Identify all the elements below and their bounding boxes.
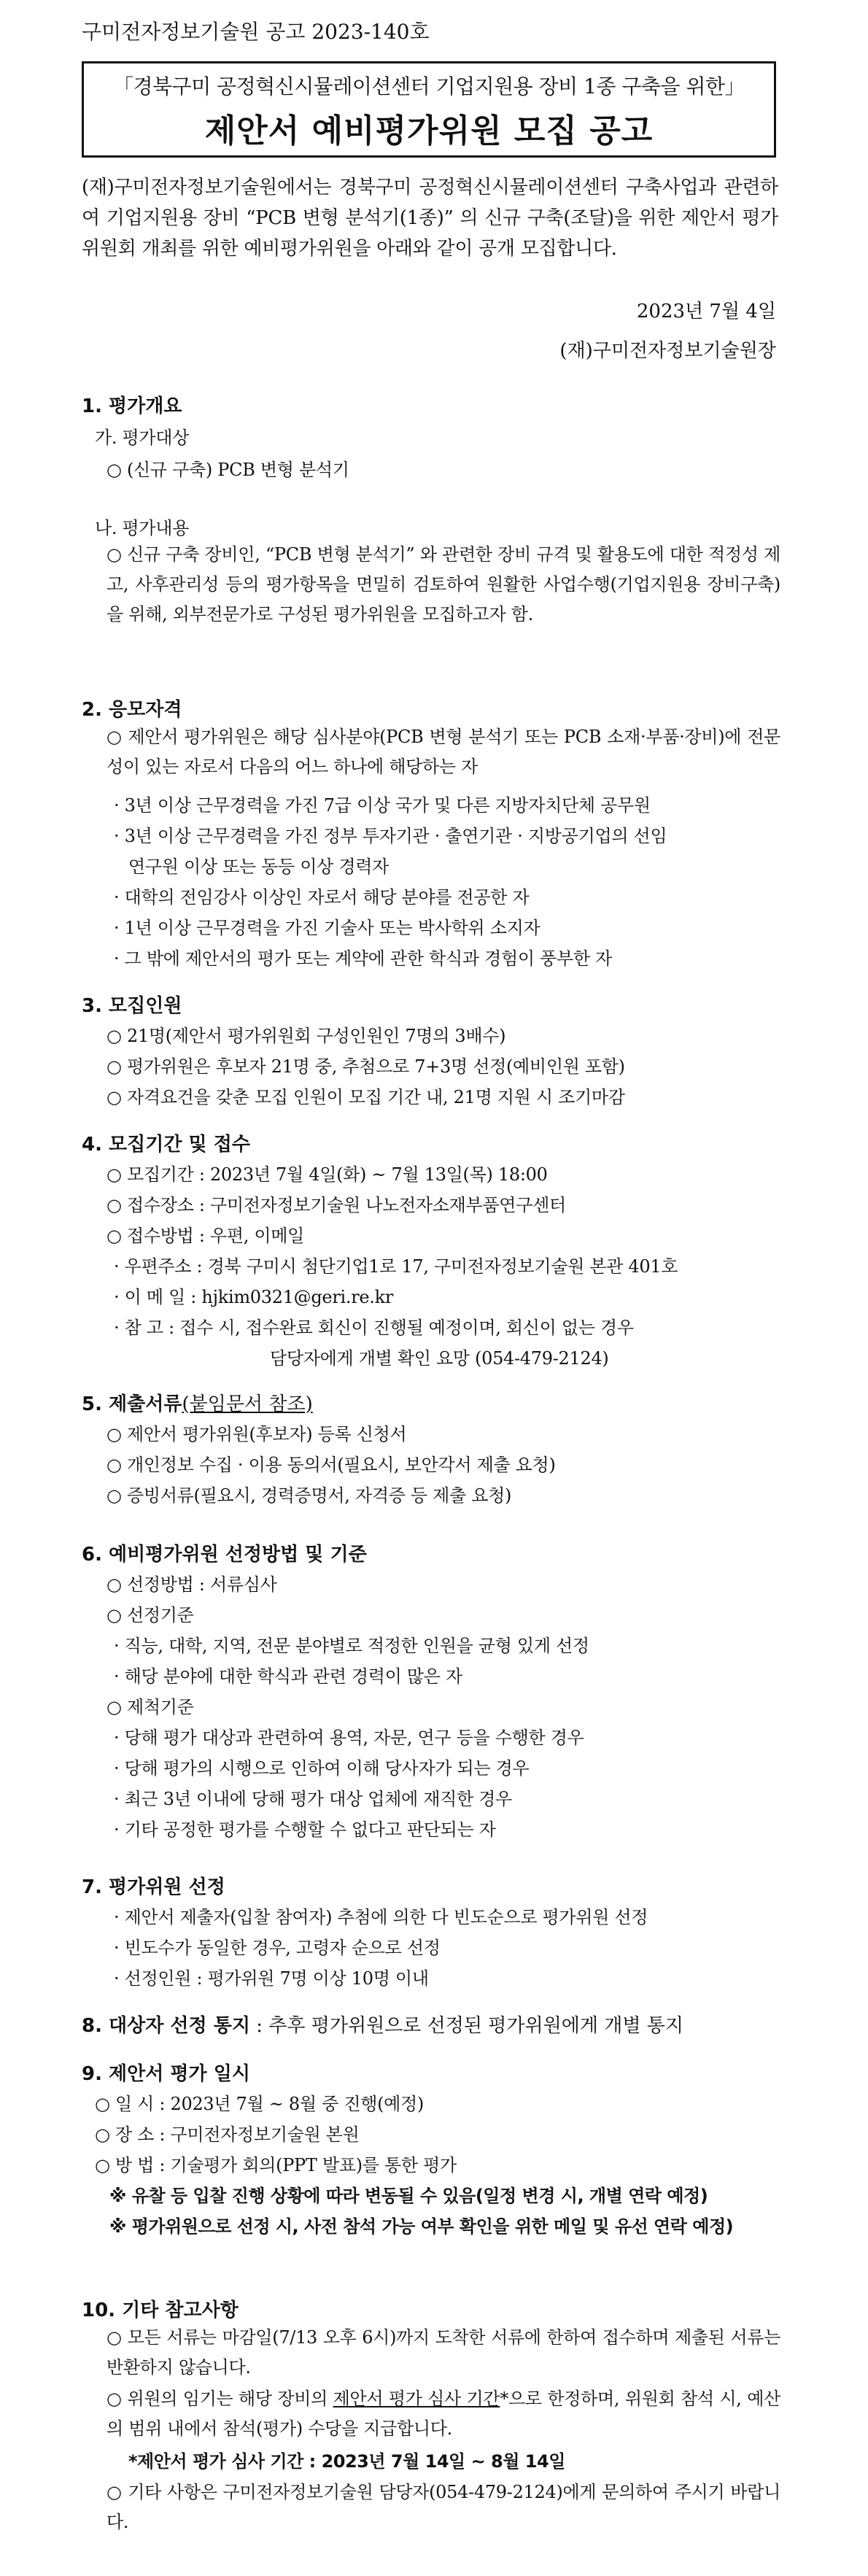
section-10-period: *제안서 평가 심사 기간 : 2023년 7월 14일 ~ 8월 14일 (128, 2451, 565, 2472)
section-9-item: ○ 일 시 : 2023년 7월 ~ 8월 중 진행(예정) (95, 2094, 424, 2114)
section-6-sub: · 해당 분야에 대한 학식과 관련 경력이 많은 자 (114, 1666, 462, 1687)
section-2-sub: · 그 밖에 제안서의 평가 또는 계약에 관한 학식과 경험이 풍부한 자 (114, 948, 612, 969)
section-9-note: ※ 유찰 등 입찰 진행 상황에 따라 변동될 수 있음(일정 변경 시, 개별 연락 예정) (109, 2186, 708, 2206)
section-10-item2-a: ○ 위원의 임기는 해당 장비의 (106, 2389, 333, 2409)
section-2-item: ○ 제안서 평가위원은 해당 심사분야(PCB 변형 분석기 또는 PCB 소재·부품·장비)에 전문성이 있는 자로서 다음의 어느 하나에 해당하는 자 (106, 727, 780, 777)
section-9-title: 9. 제안서 평가 일시 (82, 2063, 250, 2085)
section-10-item: ○ 기타 사항은 구미전자정보기술원 담당자(054-479-2124)에게 문의하여 주시기 바랍니다. (106, 2482, 780, 2532)
section-5-item: ○ 개인정보 수집 · 이용 동의서(필요시, 보안각서 제출 요청) (106, 1455, 556, 1475)
section-8-title (82, 2011, 683, 2038)
page-title: 제안서 예비평가위원 모집 공고 (204, 112, 654, 150)
section-1a-item: ○ (신규 구축) PCB 변형 분석기 (106, 460, 349, 480)
title-subtitle: 「경북구미 공정혁신시뮬레이션센터 기업지원용 장비 1종 구축을 위한」 (112, 74, 745, 98)
section-4-item: ○ 접수장소 : 구미전자정보기술원 나노전자소재부품연구센터 (106, 1195, 566, 1215)
title-box (82, 61, 776, 158)
section-2-sub: · 1년 이상 근무경력을 가진 기술사 또는 박사학위 소지자 (114, 918, 540, 938)
section-1b-title: 나. 평가내용 (95, 518, 190, 538)
section-2-title: 2. 응모자격 (82, 699, 182, 721)
section-4-sub: · 참 고 : 접수 시, 접수완료 회신이 진행될 예정이며, 회신이 없는 경우 (114, 1318, 634, 1338)
section-9-item: ○ 방 법 : 기술평가 회의(PPT 발표)를 통한 평가 (95, 2155, 457, 2175)
section-10-item2-b: *으로 한정하며, 위원회 참석 시, 예산의 범위 내에서 참석(평가) 수당을 지급합니다. (106, 2389, 780, 2439)
section-5-title-text: 5. 제출서류 (82, 1393, 182, 1415)
section-10-item2-period-link: 제안서 평가 심사 기간 (333, 2389, 500, 2409)
section-10-item: ○ 모든 서류는 마감일(7/13 오후 6시)까지 도착한 서류에 한하여 접수하며 제출된 서류는 반환하지 않습니다. (106, 2327, 780, 2378)
section-5-item: ○ 증빙서류(필요시, 경력증명서, 자격증 등 제출 요청) (106, 1485, 512, 1506)
section-6-sub: · 최근 3년 이내에 당해 평가 대상 업체에 재직한 경우 (114, 1789, 512, 1809)
section-6-sub: · 당해 평가의 시행으로 인하여 이해 당사자가 되는 경우 (114, 1758, 530, 1779)
section-8-text: : 추후 평가위원으로 선정된 평가위원에게 개별 통지 (249, 2015, 683, 2037)
section-1b-item: ○ 신규 구축 장비인, “PCB 변형 분석기” 와 관련한 장비 규격 및 활용도에 대한 적정성 제고, 사후관리성 등의 평가항목을 면밀히 검토하여 원활한 사업수행(기업지원용 장비구축)을 위해, 외부전문가로 구성된 평가위원을 모집하고자 함. (106, 544, 780, 624)
section-10-title: 10. 기타 참고사항 (82, 2300, 239, 2321)
section-4-sub: · 우편주소 : 경북 구미시 첨단기업1로 17, 구미전자정보기술원 본관 401호 (114, 1256, 678, 1277)
section-6-item: ○ 선정기준 (106, 1605, 194, 1625)
notice-organization: (재)구미전자정보기술원장 (559, 340, 776, 362)
section-7-title: 7. 평가위원 선정 (82, 1876, 225, 1898)
section-7-item: · 제안서 제출자(입찰 참여자) 추첨에 의한 다 빈도순으로 평가위원 선정 (114, 1907, 648, 1927)
section-5-title (82, 1389, 313, 1416)
section-2-sub: · 3년 이상 근무경력을 가진 정부 투자기관 · 출연기관 · 지방공기업의 선임 (114, 826, 667, 846)
section-6-item: ○ 제척기준 (106, 1697, 194, 1717)
section-6-sub: · 기타 공정한 평가를 수행할 수 없다고 판단되는 자 (114, 1819, 496, 1840)
section-10-item (106, 2384, 780, 2444)
notice-number: 구미전자정보기술원 공고 2023-140호 (82, 20, 430, 44)
section-9-note: ※ 평가위원으로 선정 시, 사전 참석 가능 여부 확인을 위한 메일 및 유선 연락 예정) (109, 2216, 734, 2237)
section-8-title-text: 8. 대상자 선정 통지 (82, 2015, 250, 2037)
section-4-item: ○ 모집기간 : 2023년 7월 4일(화) ~ 7월 13일(목) 18:00 (106, 1164, 548, 1185)
section-4-title: 4. 모집기간 및 접수 (82, 1134, 250, 1156)
section-3-item: ○ 21명(제안서 평가위원회 구성인원인 7명의 3배수) (106, 1026, 506, 1046)
section-5-title-note: (붙임문서 참조) (182, 1393, 313, 1415)
section-6-sub: · 당해 평가 대상과 관련하여 용역, 자문, 연구 등을 수행한 경우 (114, 1728, 584, 1748)
notice-date: 2023년 7월 4일 (636, 301, 776, 322)
intro-paragraph: (재)구미전자정보기술원에서는 경북구미 공정혁신시뮬레이션센터 구축사업과 관련하여 기업지원용 장비 “PCB 변형 분석기(1종)” 의 신규 구축(조달)을 위한 제안서 평가위원회 개최를 위한 예비평가위원을 아래와 같이 공개 모집합니다. (82, 177, 778, 260)
section-1a-title: 가. 평가대상 (95, 428, 190, 448)
section-3-item: ○ 평가위원은 후보자 21명 중, 추첨으로 7+3명 선정(예비인원 포함) (106, 1056, 625, 1077)
section-9-item: ○ 장 소 : 구미전자정보기술원 본원 (95, 2124, 360, 2145)
section-7-item: · 선정인원 : 평가위원 7명 이상 10명 이내 (114, 1968, 429, 1989)
section-6-sub: · 직능, 대학, 지역, 전문 분야별로 적정한 인원을 균형 있게 선정 (114, 1636, 589, 1656)
section-2-sub: · 대학의 전임강사 이상인 자로서 해당 분야를 전공한 자 (114, 887, 530, 908)
section-3-title: 3. 모집인원 (82, 995, 182, 1017)
section-7-item: · 빈도수가 동일한 경우, 고령자 순으로 선정 (114, 1938, 441, 1958)
section-4-sub: 담당자에게 개별 확인 요망 (054-479-2124) (270, 1348, 609, 1369)
section-5-item: ○ 제안서 평가위원(후보자) 등록 신청서 (106, 1424, 407, 1444)
section-2-sub: 연구원 이상 또는 동등 이상 경력자 (128, 856, 390, 877)
section-3-item: ○ 자격요건을 갖춘 모집 인원이 모집 기간 내, 21명 지원 시 조기마감 (106, 1087, 625, 1107)
section-2-sub: · 3년 이상 근무경력을 가진 7급 이상 국가 및 다른 지방자치단체 공무원 (114, 795, 651, 816)
section-1-title: 1. 평가개요 (82, 395, 182, 417)
section-6-title: 6. 예비평가위원 선정방법 및 기준 (82, 1544, 367, 1566)
section-4-item: ○ 접수방법 : 우편, 이메일 (106, 1226, 305, 1246)
section-4-email: · 이 메 일 : hjkim0321@geri.re.kr (114, 1287, 394, 1307)
section-6-item: ○ 선정방법 : 서류심사 (106, 1574, 277, 1595)
